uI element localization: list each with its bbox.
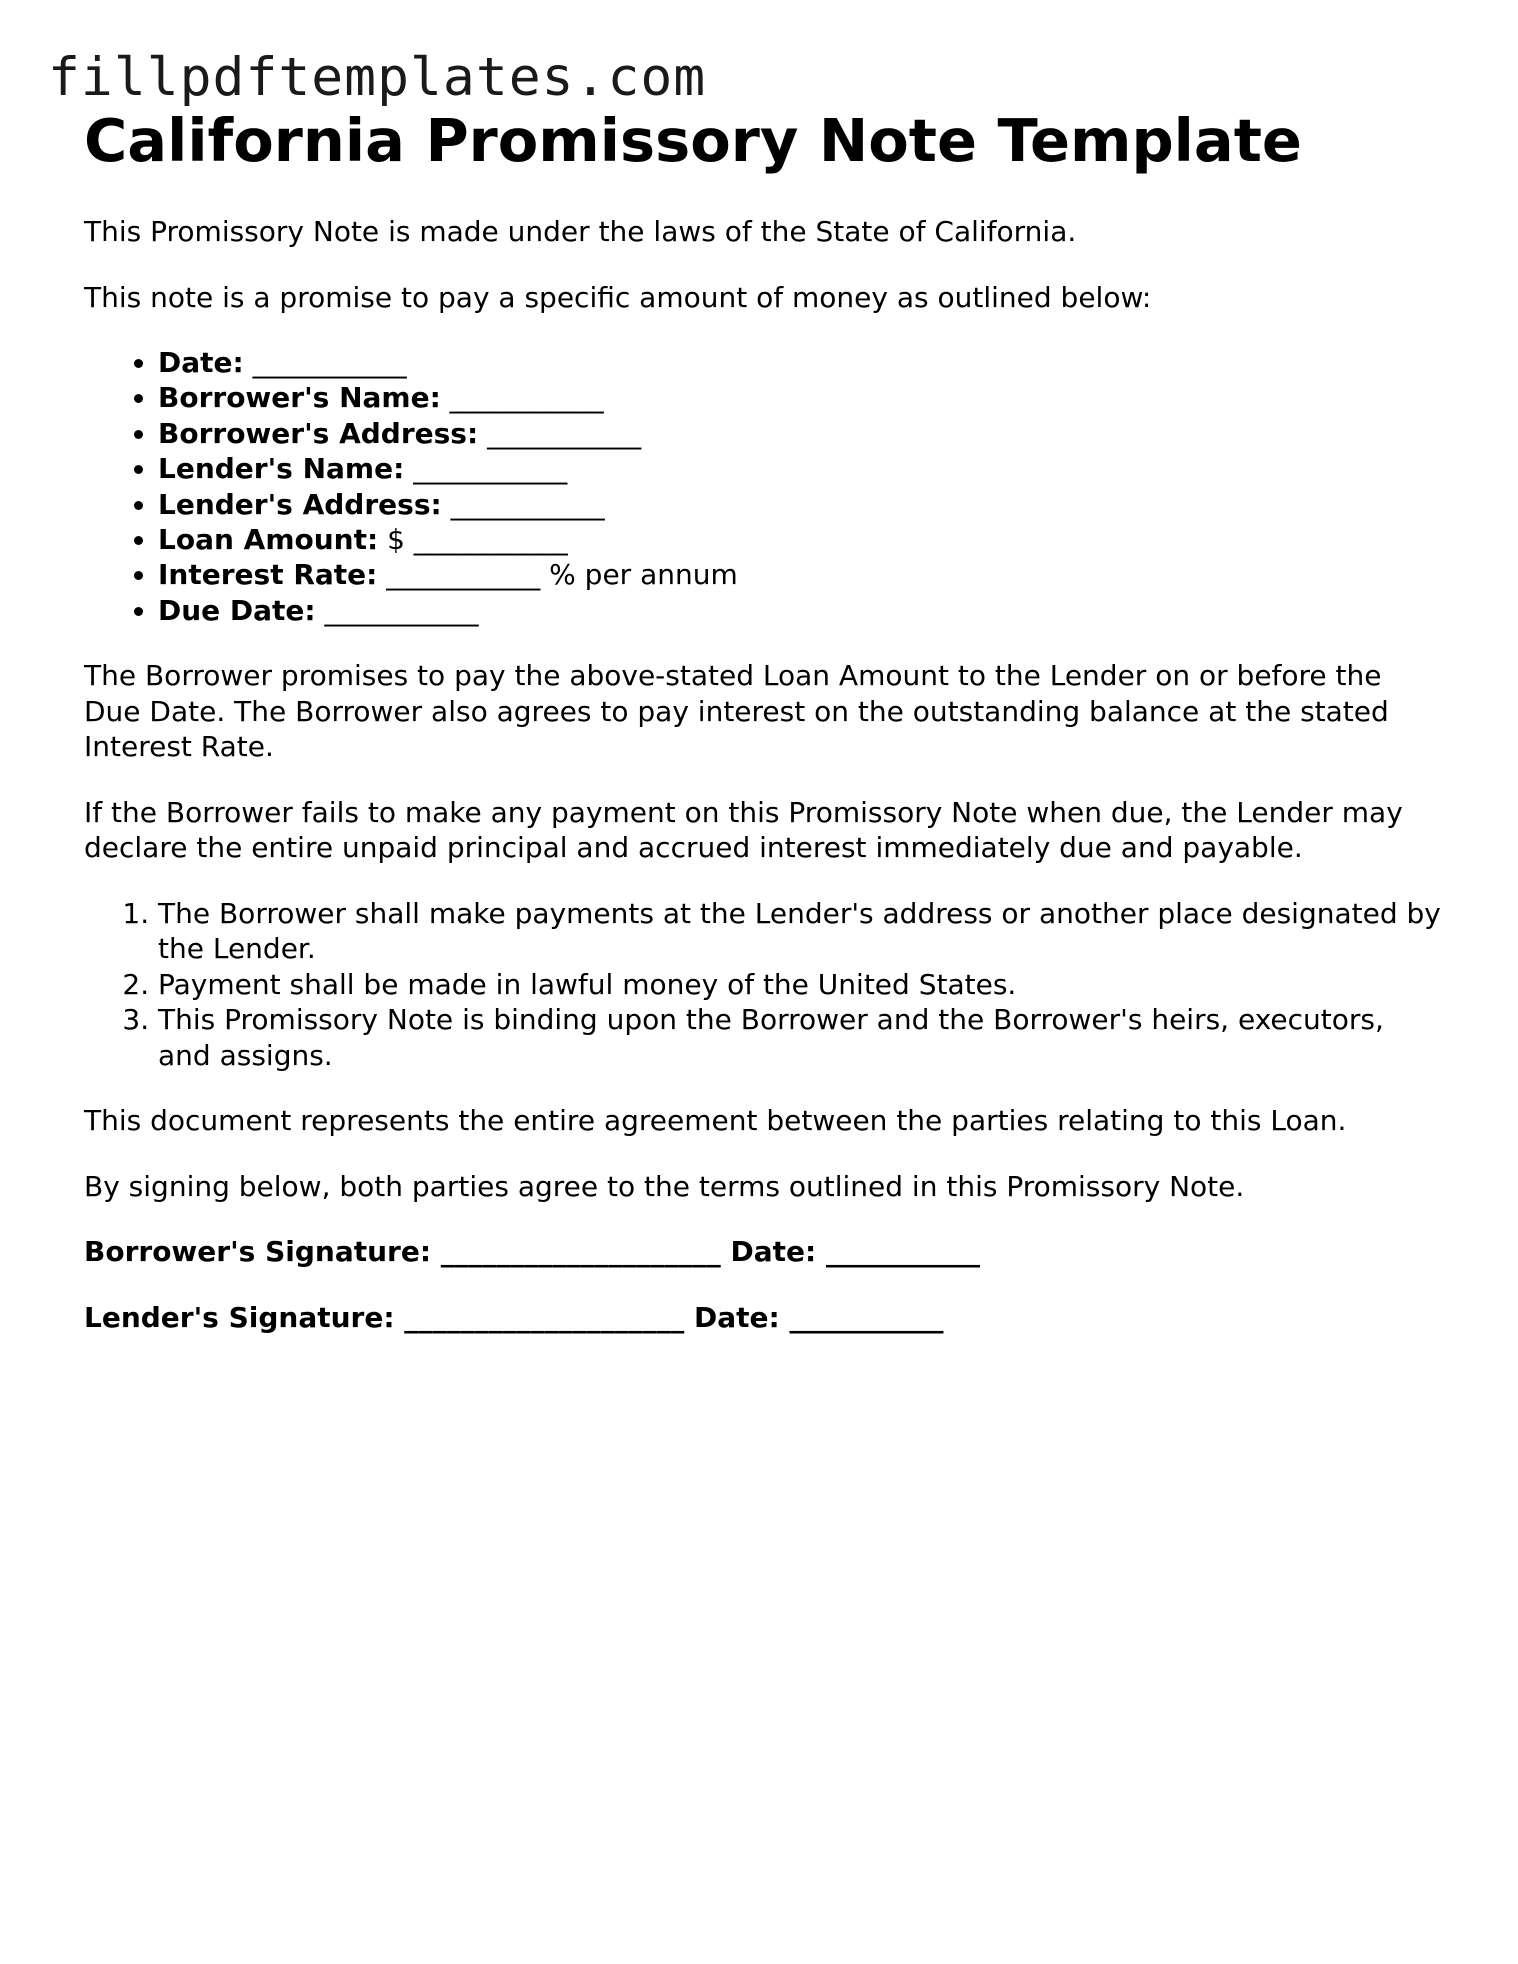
field-interest-rate — [158, 557, 1444, 592]
field-blank: ___________ — [440, 381, 604, 415]
borrower-signature-line — [84, 1234, 1444, 1270]
lender-signature-line — [84, 1300, 1444, 1336]
default-paragraph: If the Borrower fails to make any payment on this Promissory Note when due, the Lender may declare the entire unpaid principal and accrued interest immediately due and payable. — [84, 795, 1403, 865]
field-blank: ___________ — [315, 593, 479, 627]
note-fields-list — [84, 345, 1444, 628]
term-item: 3. This Promissory Note is binding upon the Borrower and the Borrower's heirs, executors, and assigns. — [158, 1002, 1444, 1073]
field-due-date — [158, 593, 1444, 628]
entire-agreement-paragraph: This document represents the entire agreement between the parties relating to this Loan. — [84, 1104, 1347, 1138]
field-label: Lender's Name: — [158, 452, 405, 486]
field-label: Lender's Address: — [158, 487, 442, 521]
field-blank: ___________ — [478, 416, 642, 450]
field-blank: ___________ — [404, 452, 568, 486]
field-label: Due Date: — [158, 593, 316, 627]
field-label: Date: — [158, 346, 244, 379]
intro-paragraph-law: This Promissory Note is made under the laws of the State of California. — [84, 215, 1077, 248]
signing-paragraph: By signing below, both parties agree to the terms outlined in this Promissory Note. — [84, 1169, 1245, 1203]
field-label: Interest Rate: — [158, 558, 378, 592]
field-loan-amount — [158, 522, 1444, 557]
field-borrower-name — [158, 380, 1444, 415]
intro-paragraph-promise: This note is a promise to pay a specific amount of money as outlined below: — [84, 280, 1152, 314]
field-lender-address — [158, 487, 1444, 522]
field-blank: $ ___________ — [378, 523, 568, 557]
field-blank: ___________ % per annum — [377, 558, 738, 592]
page-title: California Promissory Note Template — [84, 106, 1302, 175]
document-page — [84, 106, 1444, 1335]
borrower-signature-text: Borrower's Signature: ____________________ Date: ___________ — [84, 1235, 980, 1269]
field-label: Borrower's Name: — [158, 381, 441, 415]
field-borrower-address — [158, 416, 1444, 451]
term-item: 1. The Borrower shall make payments at the Lender's address or another place designated by the Lender. — [158, 896, 1444, 967]
field-blank: ___________ — [441, 487, 605, 521]
promise-paragraph: The Borrower promises to pay the above-stated Loan Amount to the Lender on or before the Due Date. The Borrower also agrees to pay interest on the outstanding balance at the stated Interest Rate. — [84, 659, 1389, 764]
field-lender-name — [158, 451, 1444, 486]
field-label: Loan Amount: — [158, 523, 379, 557]
site-watermark: fillpdftemplates.com — [48, 47, 707, 108]
terms-list — [84, 896, 1444, 1074]
lender-signature-text: Lender's Signature: ____________________ Date: ___________ — [84, 1300, 944, 1334]
term-item: 2. Payment shall be made in lawful money of the United States. — [158, 967, 1444, 1003]
field-date — [158, 345, 1444, 380]
field-blank: ___________ — [243, 346, 407, 379]
field-label: Borrower's Address: — [158, 416, 479, 450]
